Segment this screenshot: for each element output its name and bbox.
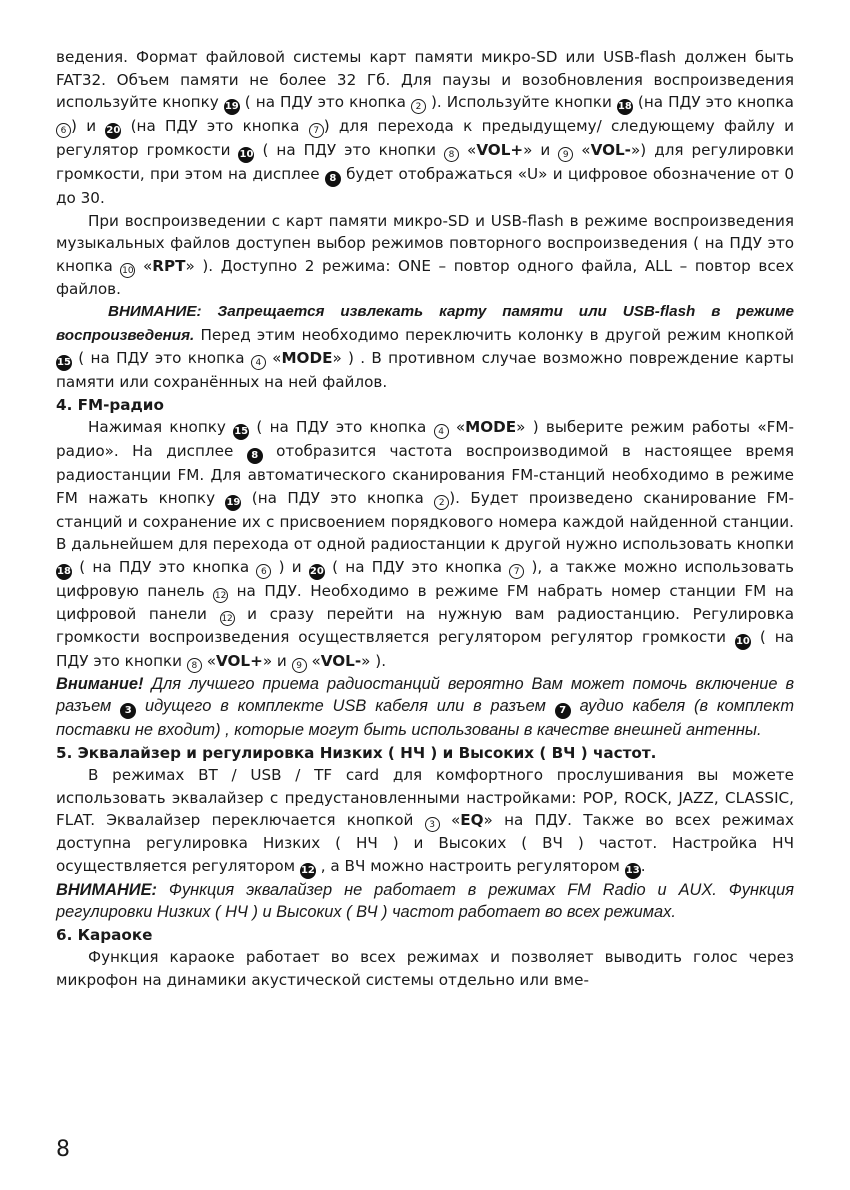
paragraph-warning-removal: ВНИМАНИЕ: Запрещается извлекать карту памяти или USB-flash в режиме воспроизведения. Перед этим необходимо переключить колонку в другой режим кнопкой 15 ( на ПДУ это кнопка 4 «MODE» ) . В противном случае возможно повреждение карты памяти или сохранённых на ней файлов. xyxy=(56,303,795,391)
key-label: MODE xyxy=(281,349,333,367)
manual-page xyxy=(56,46,794,991)
button-number-badge: 15 xyxy=(233,424,249,440)
button-number-badge: 10 xyxy=(735,634,751,650)
button-number-badge: 8 xyxy=(247,448,263,464)
connector-number-badge: 3 xyxy=(120,703,136,719)
warning-text: ВНИМАНИЕ: Запрещается извлекать карту памяти или USB-flash в режиме воспроизведения. xyxy=(56,303,794,344)
button-number-badge: 20 xyxy=(105,123,121,139)
button-number-badge: 20 xyxy=(309,564,325,580)
page-number: 8 xyxy=(56,1137,70,1162)
remote-button-badge: 8 xyxy=(444,147,459,162)
remote-button-badge: 6 xyxy=(56,123,71,138)
remote-button-badge: 2 xyxy=(411,99,426,114)
section-heading-equalizer: 5. Эквалайзер и регулировка Низких ( НЧ ) и Высоких ( ВЧ ) частот. xyxy=(56,743,657,762)
remote-button-badge: 2 xyxy=(434,495,449,510)
key-label: VOL+ xyxy=(216,651,263,670)
button-number-badge: 19 xyxy=(224,99,240,115)
paragraph-karaoke: Функция караоке работает во всех режимах и позволяет выводить голос через микрофон на динамики акустической системы отдельно или вме- xyxy=(56,948,794,989)
button-number-badge: 10 xyxy=(238,147,254,163)
section-heading-fm: 4. FM-радио xyxy=(56,395,164,414)
paragraph-equalizer-warning: ВНИМАНИЕ: Функция эквалайзер не работает в режимах FM Radio и AUX. Функция регулировки Низких ( НЧ ) и Высоких ( ВЧ ) частот работает во всех режимах. xyxy=(56,880,794,921)
paragraph-media-playback: ведения. Формат файловой системы карт памяти микро-SD или USB-flash должен быть FAT32. Объем памяти не более 32 Гб. Для паузы и возобновления воспроизведения используйте кнопку 19 ( на ПДУ это кнопка 2 ). Используйте кнопки 18 (на ПДУ это кнопка 6 ) и 20 (на ПДУ это кнопка 7 ) для перехода к предыдущему/ следующему файлу и регулятор громкости 10 ( на ПДУ это кнопки 8 «VOL+» и 9 «VOL-») для регулировки громкости, при этом на дисплее 8 будет отображаться «U» и цифровое обозначение от 0 до 30. xyxy=(56,48,795,207)
key-label: EQ xyxy=(460,811,484,829)
remote-button-badge: 9 xyxy=(558,147,573,162)
remote-button-badge: 3 xyxy=(425,817,440,832)
section-heading-karaoke: 6. Караоке xyxy=(56,925,153,944)
key-label: MODE xyxy=(465,418,517,436)
button-number-badge: 15 xyxy=(56,355,72,371)
paragraph-equalizer: В режимах BT / USB / TF card для комфортного прослушивания вы можете использовать эквалайзер с предустановленными настройками: POP, ROCK, JAZZ, CLASSIC, FLAT. Эквалайзер переключается кнопкой 3 «EQ» на ПДУ. Также во всех режимах доступна регулировка Низких ( НЧ ) и Высоких ( ВЧ ) частот. Настройка НЧ осуществляется регулятором 12 , а ВЧ можно настроить регулятором 13. xyxy=(56,764,794,879)
remote-button-badge: 6 xyxy=(256,564,271,579)
key-label: VOL- xyxy=(590,141,631,159)
note-lead: Внимание! xyxy=(56,674,144,693)
paragraph-fm-radio: Нажимая кнопку 15 ( на ПДУ это кнопка 4 «MODE» ) выберите режим работы «FM-радио». На дисплее 8 отобразится частота воспроизводимой в настоящее время радиостанции FM. Для автоматического сканирования FM-станций необходимо в режиме FM нажать кнопку 19 (на ПДУ это кнопка 2 ). Будет произведено сканирование FM-станций и сохранение их с присвоением порядкового номера каждой найденной станции. В дальнейшем для перехода от одной радиостанции к другой нужно использовать кнопки 18 ( на ПДУ это кнопка 6 ) и 20 ( на ПДУ это кнопка 7 ), а также можно использовать цифровую панель 12 на ПДУ. Необходимо в режиме FM набрать номер станции FM на цифровой панели 12 и сразу перейти на нужную вам радиостанцию. Регулировка громкости воспроизведения осуществляется регулятором регулятор громкости 10 ( на ПДУ это кнопки 8 «VOL+» и 9 «VOL-» ). xyxy=(56,418,795,671)
key-label: VOL+ xyxy=(476,141,524,159)
key-label: RPT xyxy=(152,256,186,275)
remote-button-badge: 8 xyxy=(187,658,202,673)
button-number-badge: 19 xyxy=(225,495,241,511)
button-number-badge: 18 xyxy=(617,99,633,115)
remote-button-badge: 9 xyxy=(292,658,307,673)
remote-button-badge: 7 xyxy=(509,564,524,579)
button-number-badge: 18 xyxy=(56,564,72,580)
note-lead: ВНИМАНИЕ: xyxy=(56,880,157,899)
remote-button-badge: 4 xyxy=(434,424,449,439)
button-number-badge: 13 xyxy=(625,863,641,879)
remote-button-badge: 10 xyxy=(120,263,135,278)
remote-button-badge: 12 xyxy=(220,611,235,626)
connector-number-badge: 7 xyxy=(555,703,571,719)
button-number-badge: 8 xyxy=(325,171,341,187)
paragraph-repeat-mode: При воспроизведении с карт памяти микро-SD и USB-flash в режиме воспроизведения музыкальных файлов доступен выбор режимов повторного воспроизведения ( на ПДУ это кнопка 10 «RPT» ). Доступно 2 режима: ONE – повтор одного файла, ALL – повтор всех файлов. xyxy=(56,211,794,298)
remote-button-badge: 7 xyxy=(309,123,324,138)
paragraph-antenna-note: Внимание! Для лучшего приема радиостанций вероятно Вам может помочь включение в разъем 3 идущего в комплекте USB кабеля или в разъем 7 аудио кабеля (в комплект поставки не входит) , которые могут быть использованы в качестве внешней антенны. xyxy=(56,674,794,739)
remote-button-badge: 4 xyxy=(251,355,266,370)
remote-button-badge: 12 xyxy=(213,588,228,603)
button-number-badge: 12 xyxy=(300,863,316,879)
key-label: VOL- xyxy=(320,651,362,670)
